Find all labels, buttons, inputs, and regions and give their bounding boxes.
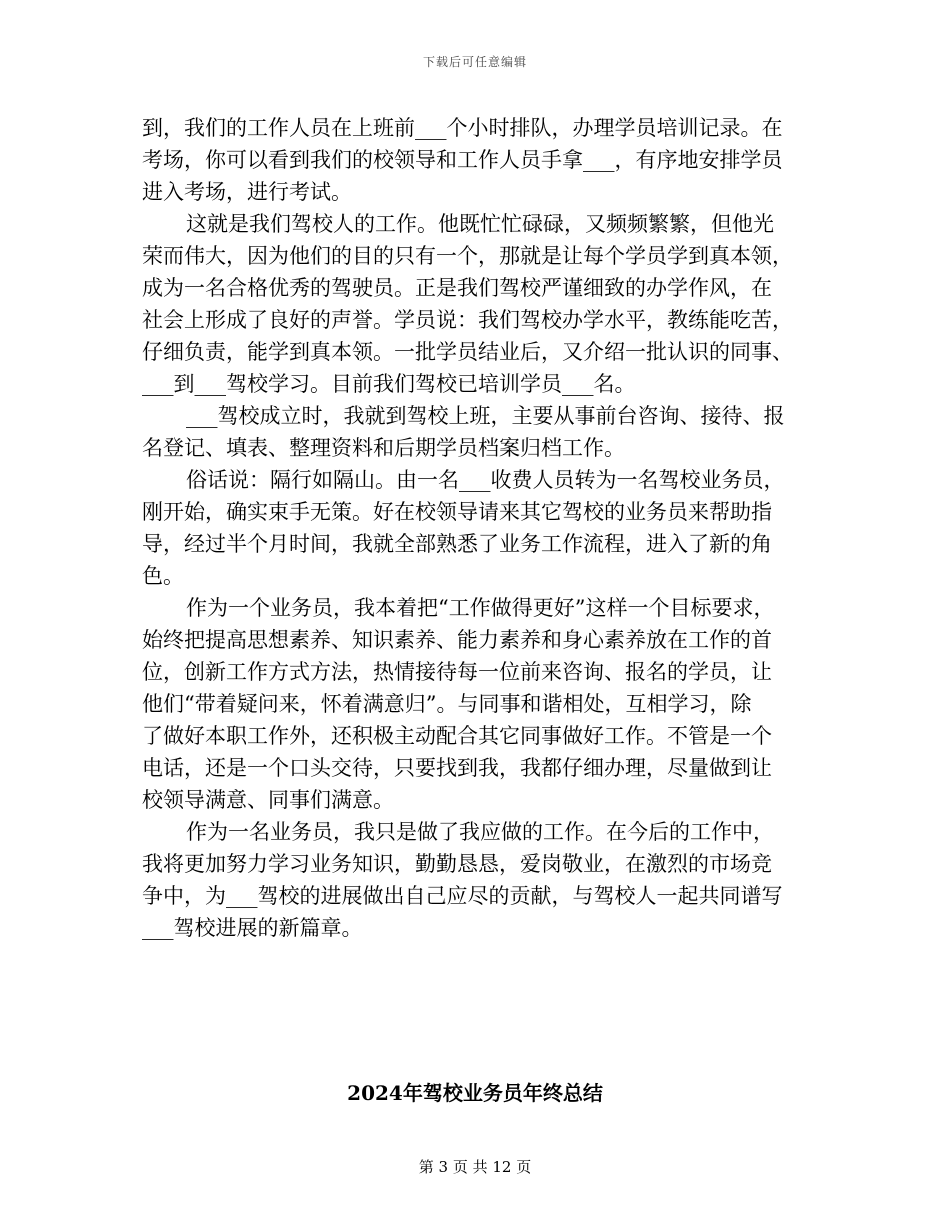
text-line: ___驾校成立时，我就到驾校上班，主要从事前台咨询、接待、报: [186, 404, 785, 428]
text-line: 位，创新工作方式方法，热情接待每一位前来咨询、报名的学员，让: [142, 660, 772, 684]
paragraph-1: [142, 112, 810, 208]
text-line: 他们“带着疑问来，怀着满意归”。与同事和谐相处，互相学习，除: [142, 692, 752, 716]
text-line: 色。: [142, 564, 184, 588]
text-line: 导，经过半个月时间，我就全部熟悉了业务工作流程，进入了新的角: [142, 532, 772, 556]
paragraph-6: [142, 816, 810, 944]
text-line: 校领导满意、同事们满意。: [142, 788, 394, 812]
paragraph-2: [142, 208, 810, 400]
page-number: 第 3 页 共 12 页: [418, 1158, 532, 1176]
text-line: 这就是我们驾校人的工作。他既忙忙碌碌，又频频繁繁，但他光: [186, 212, 774, 236]
text-line: ___到___驾校学习。目前我们驾校已培训学员___名。: [142, 372, 636, 396]
text-line: 名登记、填表、整理资料和后期学员档案归档工作。: [142, 436, 625, 460]
paragraph-4: [142, 464, 810, 592]
text-line: 作为一名业务员，我只是做了我应做的工作。在今后的工作中，: [186, 820, 774, 844]
text-line: ___驾校进展的新篇章。: [142, 916, 363, 940]
text-line: 仔细负责，能学到真本领。一批学员结业后，又介绍一批认识的同事、: [142, 340, 793, 364]
text-line: 了做好本职工作外，还积极主动配合其它同事做好工作。不管是一个: [142, 724, 772, 748]
document-body: [142, 112, 810, 944]
text-line: 电话，还是一个口头交待，只要找到我，我都仔细办理，尽量做到让: [142, 756, 772, 780]
text-line: 社会上形成了良好的声誉。学员说：我们驾校办学水平，教练能吃苦，: [142, 308, 793, 332]
text-line: 荣而伟大，因为他们的目的只有一个，那就是让每个学员学到真本领，: [142, 244, 793, 268]
text-line: 进入考场，进行考试。: [142, 180, 352, 204]
text-line: 到，我们的工作人员在上班前___个小时排队，办理学员培训记录。在: [142, 116, 783, 140]
text-line: 作为一个业务员，我本着把“工作做得更好”这样一个目标要求，: [186, 596, 775, 620]
text-line: 成为一名合格优秀的驾驶员。正是我们驾校严谨细致的办学作风，在: [142, 276, 772, 300]
text-line: 我将更加努力学习业务知识，勤勤恳恳，爱岗敬业，在激烈的市场竞: [142, 852, 772, 876]
text-line: 刚开始，确实束手无策。好在校领导请来其它驾校的业务员来帮助指: [142, 500, 772, 524]
paragraph-3: [142, 400, 810, 464]
text-line: 考场，你可以看到我们的校领导和工作人员手拿___，有序地安排学员: [142, 148, 783, 172]
header-note: 下载后可任意编辑: [422, 55, 527, 69]
text-line: 俗话说：隔行如隔山。由一名___收费人员转为一名驾校业务员，: [186, 468, 785, 492]
paragraph-5: [142, 592, 810, 816]
section-title: 2024年驾校业务员年终总结: [347, 1081, 603, 1105]
text-line: 始终把提高思想素养、知识素养、能力素养和身心素养放在工作的首: [142, 628, 772, 652]
text-line: 争中，为___驾校的进展做出自己应尽的贡献，与驾校人一起共同谱写: [142, 884, 783, 908]
